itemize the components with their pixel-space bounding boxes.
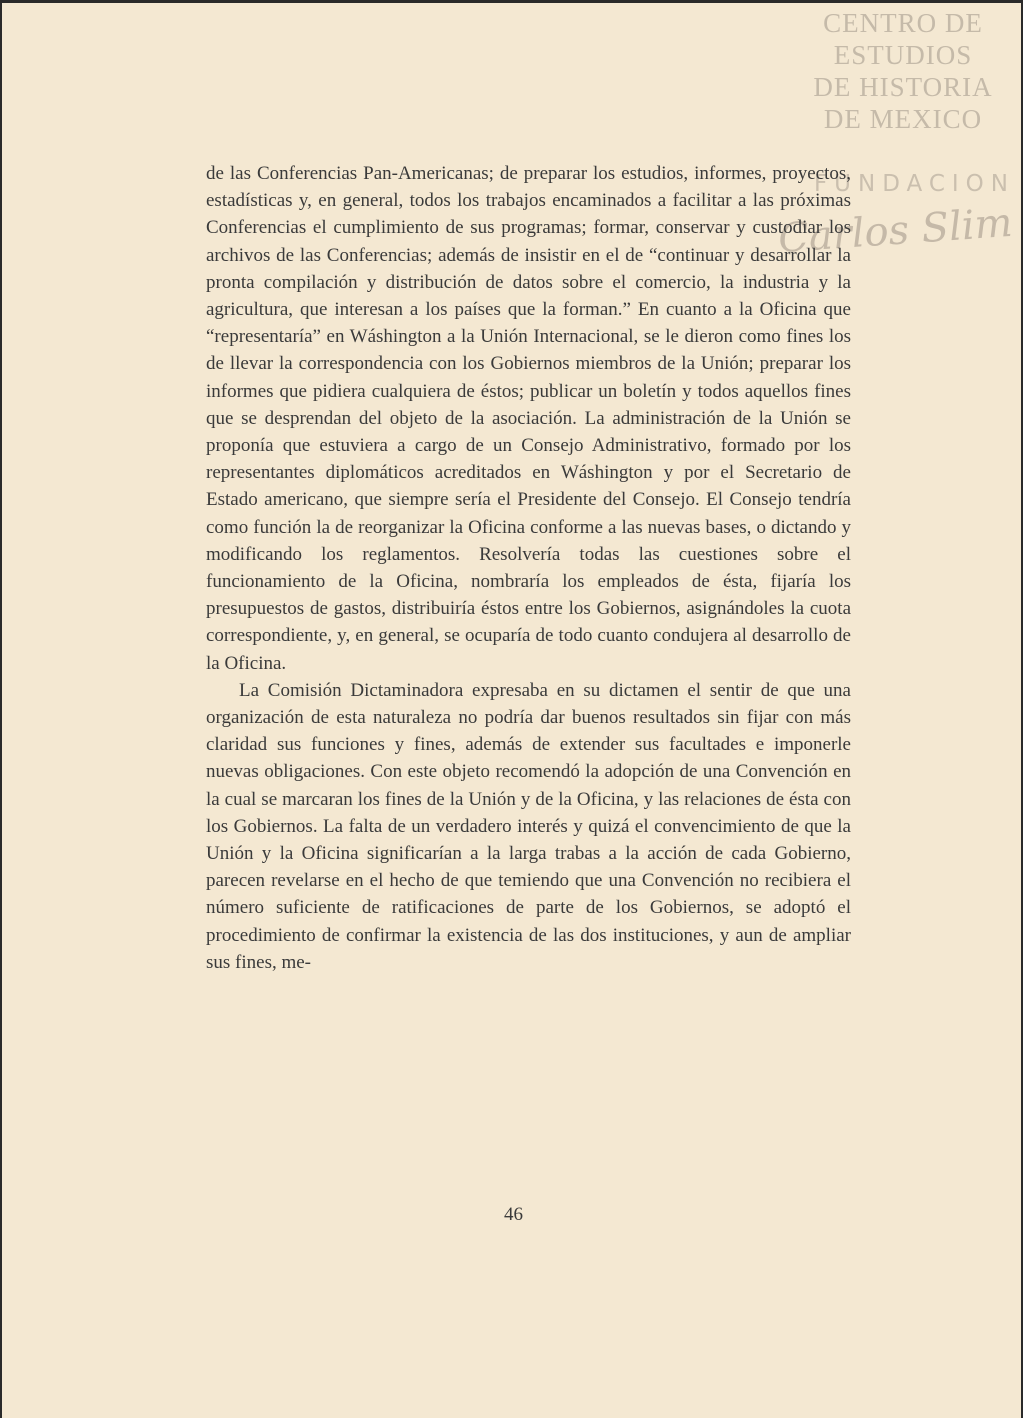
- watermark-line: CENTRO DE: [823, 8, 983, 38]
- archive-watermark: [793, 7, 1013, 135]
- watermark-line: ESTUDIOS: [833, 40, 973, 70]
- paragraph: de las Conferencias Pan-Americanas; de preparar los estudios, informes, proyectos, estadísticas y, en general, todos los trabajos encaminados a facilitar a las próximas Conferencias el cumplimiento de sus programas; formar, conservar y custodiar los archivos de las Conferencias; además de insistir en el de “continuar y desarrollar la pronta compilación y distribución de datos sobre el comercio, la industria y la agricultura, que interesan a los países que la forman.” En cuanto a la Oficina que “representaría” en Wáshington a la Unión Internacional, se le dieron como fines los de llevar la correspondencia con los Gobiernos miembros de la Unión; preparar los informes que pidiera cualquiera de éstos; publicar un boletín y todos aquellos fines que se desprendan del objeto de la asociación. La administración de la Unión se proponía que estuviera a cargo de un Consejo Administrativo, formado por los representantes diplomáticos acreditados en Wáshington y por el Secretario de Estado americano, que siempre sería el Presidente del Consejo. El Consejo tendría como función la de reorganizar la Oficina conforme a las nuevas bases, o dictando y modificando los reglamentos. Resolvería todas las cuestiones sobre el funcionamiento de la Oficina, nombraría los empleados de ésta, fijaría los presupuestos de gastos, distribuiría éstos entre los Gobiernos, asignándoles la cuota correspondiente, y, en general, se ocuparía de todo cuanto condujera al desarrollo de la Oficina.: [206, 163, 851, 674]
- paragraph: La Comisión Dictaminadora expresaba en su dictamen el sentir de que una organización de esta naturaleza no podría dar buenos resultados sin fijar con más claridad sus funciones y fines, además de extender sus facultades e imponerle nuevas obligaciones. Con este objeto recomendó la adopción de una Convención en la cual se marcaran los fines de la Unión y de la Oficina, y las relaciones de ésta con los Gobiernos. La falta de un verdadero interés y quizá el convencimiento de que la Unión y la Oficina significarían a la larga trabas a la acción de cada Gobierno, parecen revelarse en el hecho de que temiendo que una Convención no recibiera el número suficiente de ratificaciones de parte de los Gobiernos, se adoptó el procedimiento de confirmar la existencia de las dos instituciones, y aun de ampliar sus fines, me-: [206, 679, 851, 973]
- watermark-line: DE MEXICO: [823, 104, 983, 134]
- body-text: [206, 160, 851, 976]
- watermark-fundacion: FUNDACION: [813, 171, 1015, 197]
- page-number: 46: [504, 1204, 523, 1225]
- watermark-line: DE HISTORIA: [813, 72, 993, 102]
- watermark-signature: Carlos Slim: [777, 199, 1015, 263]
